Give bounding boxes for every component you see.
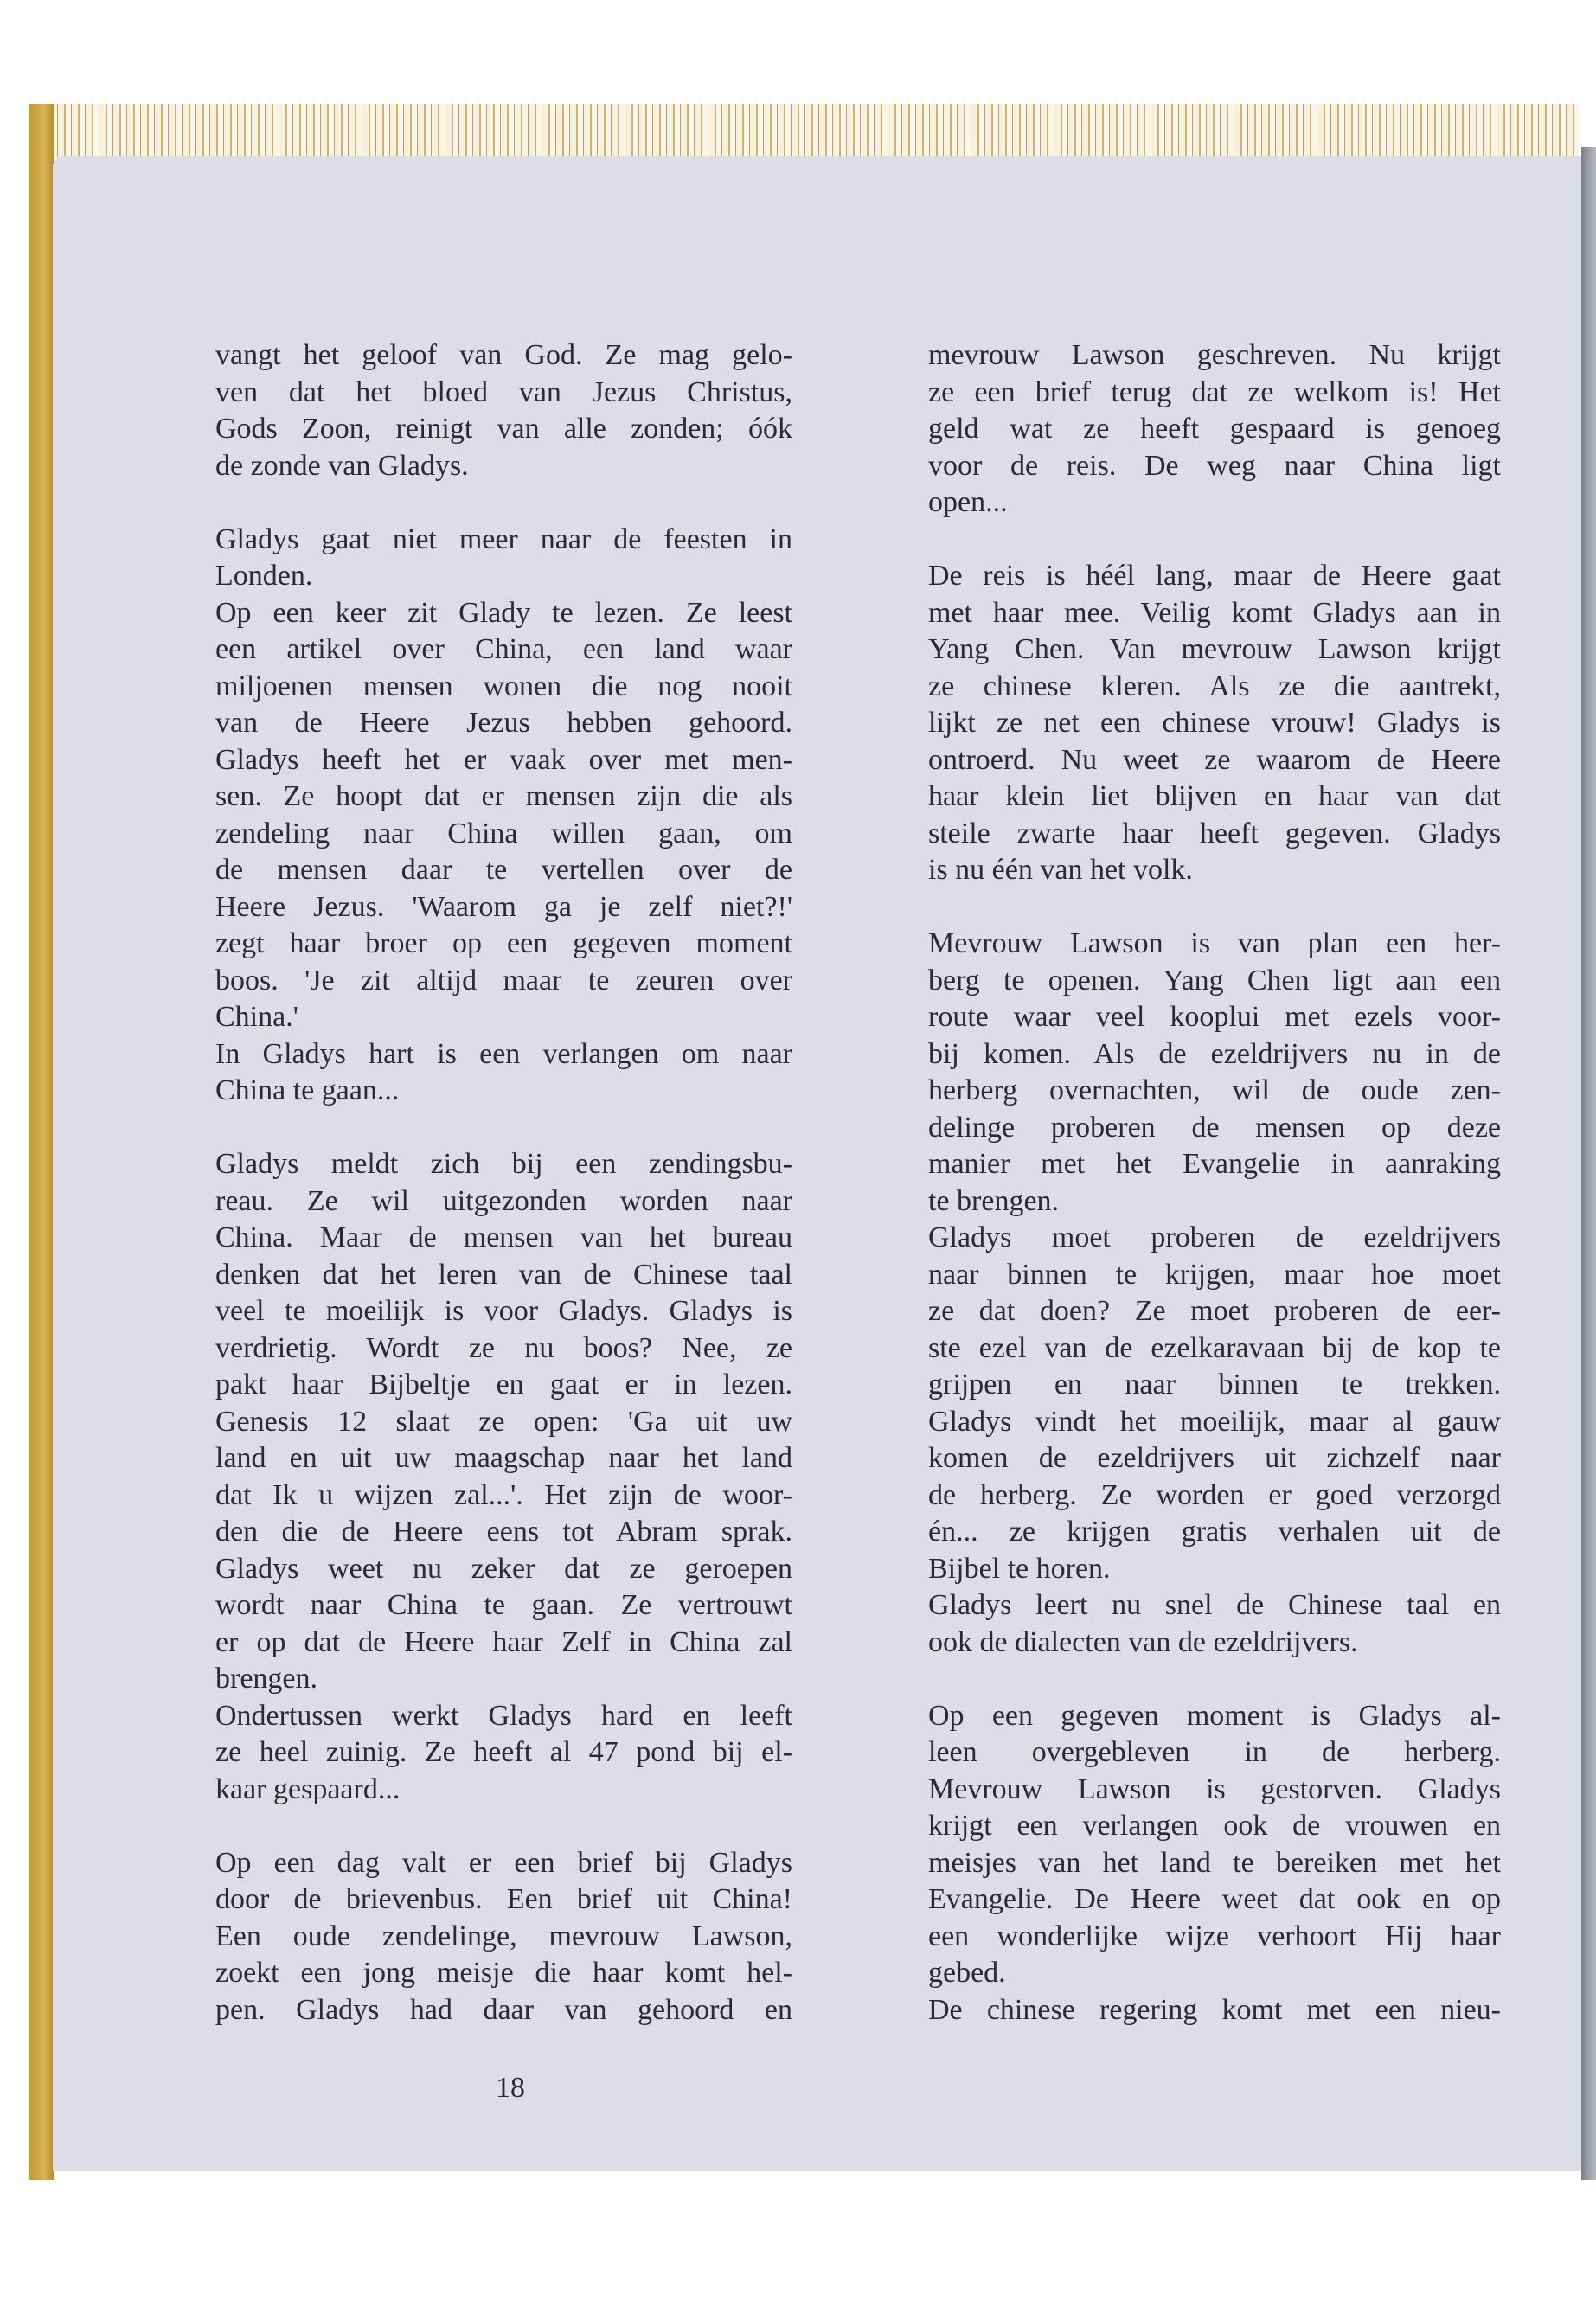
text-line: de zonde van Gladys.	[215, 449, 469, 482]
text-line: pakt haar Bijbeltje en gaat er in lezen.	[215, 1368, 792, 1400]
text-line: zendeling naar China willen gaan, om	[215, 817, 792, 849]
paragraph	[928, 1992, 1501, 2029]
text-line: Gladys gaat niet meer naar de feesten in	[215, 522, 792, 555]
text-line: door de brievenbus. Een brief uit China!	[215, 1883, 792, 1915]
paragraph	[928, 926, 1501, 1220]
page-edge	[1581, 147, 1596, 2180]
text-line: geld wat ze heeft gespaard is genoeg	[928, 413, 1501, 445]
paragraph	[928, 1587, 1501, 1661]
text-line: dat Ik u wijzen zal...'. Het zijn de woor-	[215, 1478, 792, 1511]
text-line: Evangelie. De Heere weet dat ook en op	[928, 1883, 1501, 1915]
text-column-right	[928, 337, 1501, 2029]
text-line: Gladys moet proberen de ezeldrijvers	[928, 1221, 1501, 1253]
text-line: Op een dag valt er een brief bij Gladys	[215, 1846, 792, 1879]
text-line: route waar veel kooplui met ezels voor-	[928, 1001, 1501, 1033]
paragraph	[928, 1698, 1501, 1992]
text-line: krijgt een verlangen ook de vrouwen en	[928, 1810, 1501, 1842]
text-line: de mensen daar te vertellen over de	[215, 854, 792, 886]
text-line: delinge proberen de mensen op deze	[928, 1111, 1501, 1144]
text-line: manier met het Evangelie in aanraking	[928, 1148, 1501, 1180]
text-line: Een oude zendelinge, mevrouw Lawson,	[215, 1920, 792, 1952]
text-line: China.'	[215, 1001, 298, 1033]
text-column-left	[215, 337, 792, 2029]
text-line: ze een brief terug dat ze welkom is! Het	[928, 375, 1501, 408]
text-line: Mevrouw Lawson is gestorven. Gladys	[928, 1772, 1501, 1805]
text-line: ze heel zuinig. Ze heeft al 47 pond bij el-	[215, 1736, 792, 1768]
text-line: berg te openen. Yang Chen ligt aan een	[928, 964, 1501, 997]
text-line: leen overgebleven in de herberg.	[928, 1736, 1501, 1768]
text-line: kaar gespaard...	[215, 1772, 401, 1805]
paragraph	[215, 1036, 792, 1110]
paragraph	[215, 337, 792, 484]
text-line: een artikel over China, een land waar	[215, 633, 792, 665]
text-line: van de Heere Jezus hebben gehoord.	[215, 707, 792, 739]
paragraph	[215, 1698, 792, 1809]
text-line: vangt het geloof van God. Ze mag gelo-	[215, 339, 792, 371]
text-line: Gladys meldt zich bij een zendingsbu-	[215, 1148, 792, 1180]
text-line: Londen.	[215, 560, 313, 592]
text-line: Yang Chen. Van mevrouw Lawson krijgt	[928, 633, 1501, 665]
paragraph	[928, 1220, 1501, 1587]
text-line: Genesis 12 slaat ze open: 'Ga uit uw	[215, 1405, 792, 1438]
text-line: is nu één van het volk.	[928, 854, 1193, 886]
text-line: ze dat doen? Ze moet proberen de eer-	[928, 1295, 1501, 1327]
text-line: open...	[928, 486, 1008, 518]
paragraph	[215, 1146, 792, 1698]
book-binding-left	[29, 104, 54, 2180]
paragraph	[215, 522, 792, 595]
text-line: haar klein liet blijven en haar van dat	[928, 780, 1501, 812]
text-line: te brengen.	[928, 1184, 1060, 1217]
text-line: den die de Heere eens tot Abram sprak.	[215, 1516, 792, 1548]
text-line: én... ze krijgen gratis verhalen uit de	[928, 1516, 1501, 1548]
text-line: pen. Gladys had daar van gehoord en	[215, 1993, 792, 2026]
text-line: gebed.	[928, 1957, 1006, 1989]
text-line: naar binnen te krijgen, maar hoe moet	[928, 1258, 1501, 1291]
text-line: Gladys weet nu zeker dat ze geroepen	[215, 1552, 792, 1585]
text-line: zoekt een jong meisje die haar komt hel-	[215, 1957, 792, 1989]
paragraph	[928, 337, 1501, 522]
text-line: sen. Ze hoopt dat er mensen zijn die als	[215, 780, 792, 812]
text-line: veel te moeilijk is voor Gladys. Gladys is	[215, 1295, 792, 1327]
text-line: verdrietig. Wordt ze nu boos? Nee, ze	[215, 1331, 792, 1364]
text-line: wordt naar China te gaan. Ze vertrouwt	[215, 1589, 792, 1621]
text-line: ze chinese kleren. Als ze die aantrekt,	[928, 670, 1501, 702]
text-line: bij komen. Als de ezeldrijvers nu in de	[928, 1037, 1501, 1070]
text-line: denken dat het leren van de Chinese taal	[215, 1258, 792, 1291]
text-line: Gladys heeft het er vaak over met men-	[215, 743, 792, 776]
text-line: mevrouw Lawson geschreven. Nu krijgt	[928, 339, 1501, 371]
text-line: meisjes van het land te bereiken met het	[928, 1846, 1501, 1879]
text-line: ste ezel van de ezelkaravaan bij de kop te	[928, 1331, 1501, 1364]
text-line: de herberg. Ze worden er goed verzorgd	[928, 1478, 1501, 1511]
text-line: komen de ezeldrijvers uit zichzelf naar	[928, 1442, 1501, 1474]
text-line: land en uit uw maagschap naar het land	[215, 1442, 792, 1474]
text-line: Ondertussen werkt Gladys hard en leeft	[215, 1699, 792, 1732]
text-line: steile zwarte haar heeft gegeven. Gladys	[928, 817, 1501, 849]
text-line: ven dat het bloed van Jezus Christus,	[215, 375, 792, 408]
text-line: er op dat de Heere haar Zelf in China zal	[215, 1625, 792, 1658]
text-line: lijkt ze net een chinese vrouw! Gladys is	[928, 707, 1501, 739]
text-line: brengen.	[215, 1663, 318, 1695]
text-line: Gladys leert nu snel de Chinese taal en	[928, 1589, 1501, 1621]
text-line: ontroerd. Nu weet ze waarom de Heere	[928, 743, 1501, 776]
text-line: China te gaan...	[215, 1074, 400, 1106]
text-line: miljoenen mensen wonen die nog nooit	[215, 670, 792, 702]
text-line: grijpen en naar binnen te trekken.	[928, 1368, 1501, 1400]
text-line: Gladys vindt het moeilijk, maar al gauw	[928, 1405, 1501, 1438]
text-line: een wonderlijke wijze verhoort Hij haar	[928, 1920, 1501, 1952]
paragraph	[215, 1845, 792, 2029]
text-line: In Gladys hart is een verlangen om naar	[215, 1037, 792, 1070]
text-line: met haar mee. Veilig komt Gladys aan in	[928, 596, 1501, 629]
text-line: Bijbel te horen.	[928, 1552, 1111, 1585]
text-line: zegt haar broer op een gegeven moment	[215, 927, 792, 959]
book-binding-top	[30, 104, 1579, 157]
text-line: Op een keer zit Glady te lezen. Ze leest	[215, 596, 792, 629]
text-line: boos. 'Je zit altijd maar te zeuren over	[215, 964, 792, 997]
paragraph	[928, 558, 1501, 889]
text-line: ook de dialecten van de ezeldrijvers.	[928, 1625, 1358, 1658]
text-line: Mevrouw Lawson is van plan een her-	[928, 927, 1501, 959]
text-line: Op een gegeven moment is Gladys al-	[928, 1699, 1501, 1732]
text-line: De reis is héél lang, maar de Heere gaat	[928, 560, 1501, 592]
text-line: China. Maar de mensen van het bureau	[215, 1221, 792, 1253]
text-line: De chinese regering komt met een nieu-	[928, 1993, 1501, 2026]
text-line: reau. Ze wil uitgezonden worden naar	[215, 1184, 792, 1217]
text-line: herberg overnachten, wil de oude zen-	[928, 1074, 1501, 1106]
paragraph	[215, 595, 792, 1036]
text-line: Gods Zoon, reinigt van alle zonden; óók	[215, 413, 792, 445]
text-line: voor de reis. De weg naar China ligt	[928, 449, 1501, 482]
text-line: Heere Jezus. 'Waarom ga je zelf niet?!'	[215, 890, 792, 923]
page-number: 18	[496, 2072, 525, 2104]
